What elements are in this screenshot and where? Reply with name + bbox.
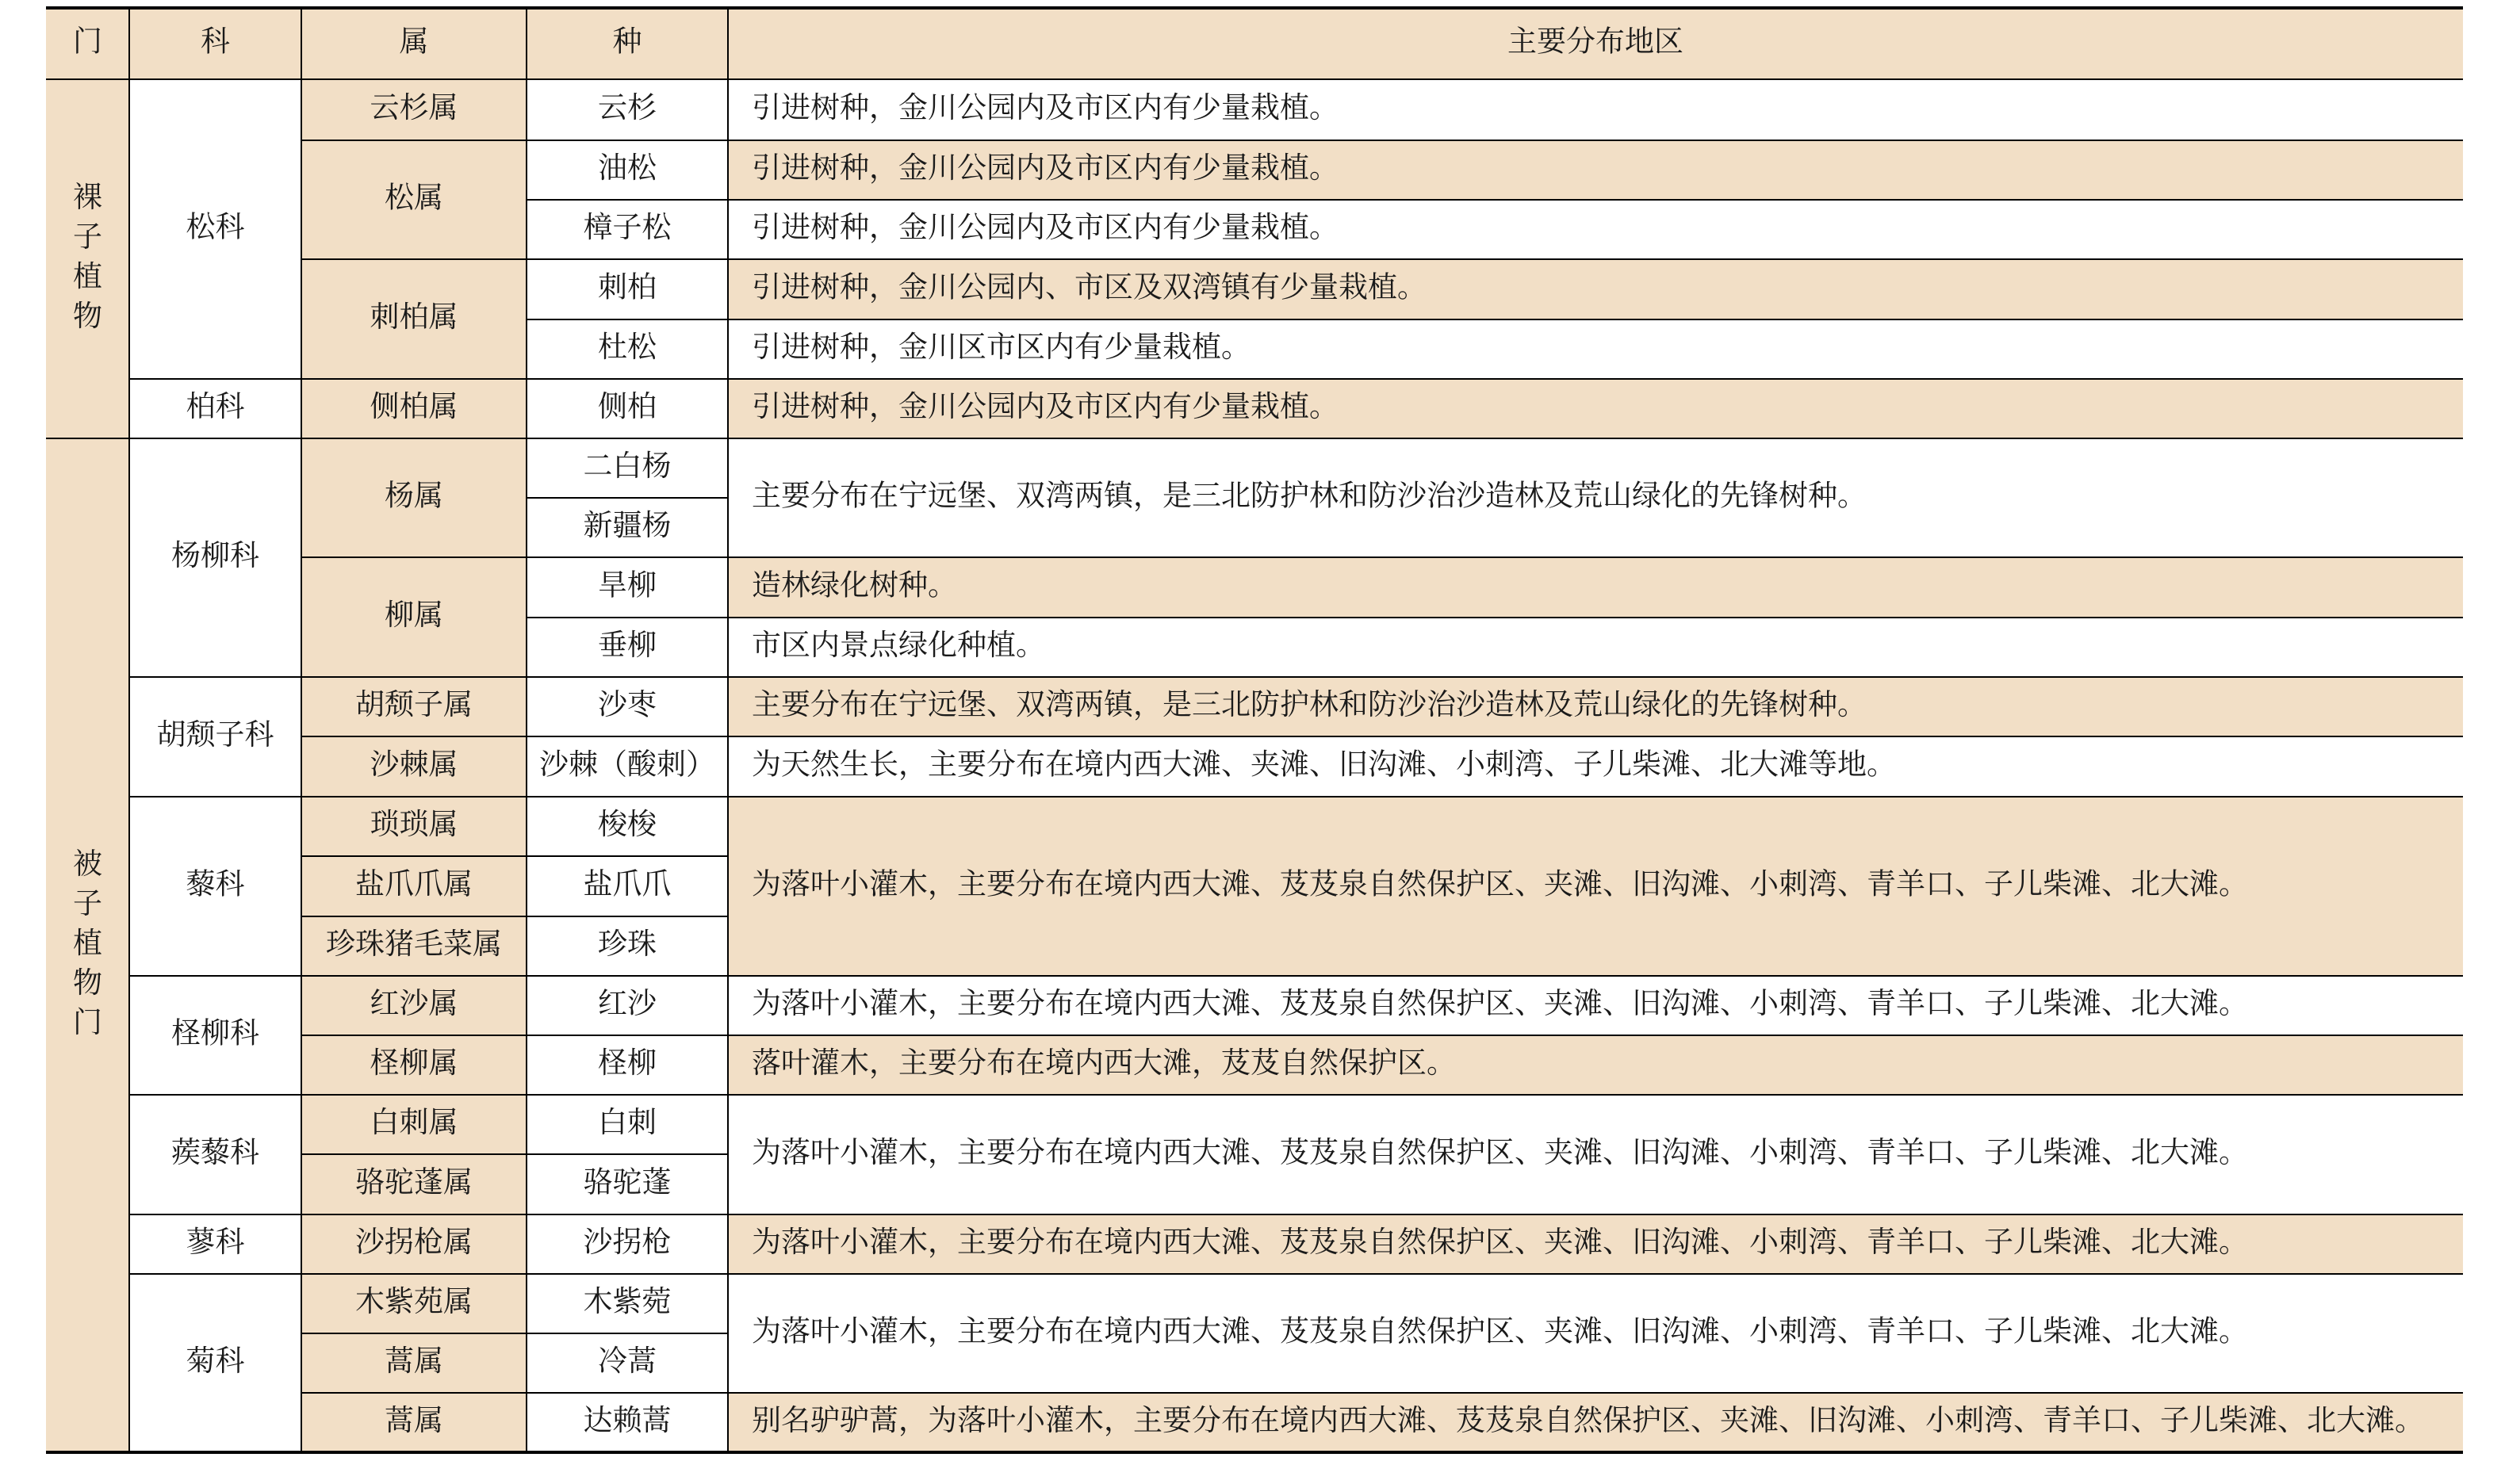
genus-cell: 白刺属 bbox=[370, 1105, 458, 1139]
species-cell: 垂柳 bbox=[598, 628, 657, 662]
genus-cell: 骆驼蓬属 bbox=[355, 1165, 473, 1199]
genus-cell: 珍珠猪毛菜属 bbox=[326, 927, 502, 961]
genus-cell: 杨属 bbox=[385, 478, 443, 513]
species-cell: 沙拐枪 bbox=[583, 1225, 672, 1259]
distribution-cell: 引进树种，金川公园内及市区内有少量栽植。 bbox=[752, 151, 1339, 185]
family-cell: 柽柳科 bbox=[171, 1015, 259, 1050]
distribution-cell: 为天然生长，主要分布在境内西大滩、夹滩、旧沟滩、小刺湾、子儿柴滩、北大滩等地。 bbox=[752, 747, 1896, 782]
header-species: 种 bbox=[612, 24, 642, 59]
header-distribution: 主要分布地区 bbox=[1507, 24, 1683, 59]
family-cell: 柏科 bbox=[186, 389, 245, 423]
header-phylum: 门 bbox=[73, 24, 102, 59]
species-cell: 达赖蒿 bbox=[583, 1403, 672, 1437]
species-cell: 樟子松 bbox=[583, 210, 672, 244]
species-cell: 白刺 bbox=[598, 1105, 657, 1139]
species-cell: 骆驼蓬 bbox=[583, 1165, 672, 1199]
genus-cell: 刺柏属 bbox=[370, 300, 458, 334]
genus-cell: 琐琐属 bbox=[370, 807, 458, 841]
genus-cell: 红沙属 bbox=[370, 986, 458, 1020]
species-cell: 梭梭 bbox=[598, 807, 657, 841]
family-cell: 松科 bbox=[186, 209, 245, 244]
genus-cell: 蒿属 bbox=[385, 1403, 443, 1437]
genus-cell: 柽柳属 bbox=[370, 1046, 458, 1080]
header-family: 科 bbox=[201, 24, 230, 59]
family-cell: 藜科 bbox=[186, 866, 245, 901]
distribution-cell: 市区内景点绿化种植。 bbox=[752, 628, 1045, 662]
genus-cell: 沙拐枪属 bbox=[355, 1225, 473, 1259]
distribution-cell-bg bbox=[728, 557, 2463, 618]
species-cell: 珍珠 bbox=[598, 927, 657, 961]
distribution-cell: 为落叶小灌木，主要分布在境内西大滩、芨芨泉自然保护区、夹滩、旧沟滩、小刺湾、青羊口、子儿柴滩、北大滩。 bbox=[752, 1314, 2248, 1348]
species-cell: 二白杨 bbox=[583, 449, 672, 483]
distribution-cell: 为落叶小灌木，主要分布在境内西大滩、芨芨泉自然保护区、夹滩、旧沟滩、小刺湾、青羊口、子儿柴滩、北大滩。 bbox=[752, 986, 2248, 1020]
genus-cell: 沙棘属 bbox=[370, 747, 458, 782]
family-cell: 蒺藜科 bbox=[171, 1135, 259, 1169]
species-cell: 云杉 bbox=[598, 90, 657, 124]
distribution-cell: 主要分布在宁远堡、双湾两镇，是三北防护林和防沙治沙造林及荒山绿化的先锋树种。 bbox=[752, 478, 1867, 513]
species-cell: 冷蒿 bbox=[598, 1344, 657, 1378]
distribution-cell: 为落叶小灌木，主要分布在境内西大滩、芨芨泉自然保护区、夹滩、旧沟滩、小刺湾、青羊口、子儿柴滩、北大滩。 bbox=[752, 1225, 2248, 1259]
genus-cell: 云杉属 bbox=[370, 90, 458, 124]
family-cell: 菊科 bbox=[186, 1344, 245, 1378]
distribution-cell: 别名驴驴蒿，为落叶小灌木，主要分布在境内西大滩、芨芨泉自然保护区、夹滩、旧沟滩、小刺湾、青羊口、子儿柴滩、北大滩。 bbox=[752, 1403, 2424, 1437]
phylum-cell: 裸子植物 bbox=[73, 180, 102, 333]
genus-cell: 柳属 bbox=[385, 598, 443, 632]
header-genus: 属 bbox=[399, 24, 429, 59]
distribution-cell: 引进树种，金川公园内及市区内有少量栽植。 bbox=[752, 210, 1339, 244]
species-cell: 沙枣 bbox=[598, 687, 657, 721]
genus-cell: 胡颓子属 bbox=[355, 687, 473, 721]
species-cell: 沙棘（酸刺） bbox=[539, 747, 715, 782]
species-cell: 红沙 bbox=[598, 986, 657, 1020]
distribution-cell: 主要分布在宁远堡、双湾两镇，是三北防护林和防沙治沙造林及荒山绿化的先锋树种。 bbox=[752, 687, 1867, 721]
species-cell: 侧柏 bbox=[598, 389, 657, 423]
family-cell: 蓼科 bbox=[186, 1225, 245, 1259]
genus-cell: 木紫苑属 bbox=[355, 1284, 473, 1318]
species-cell: 盐爪爪 bbox=[583, 866, 672, 901]
distribution-cell: 引进树种，金川区市区内有少量栽植。 bbox=[752, 330, 1251, 364]
distribution-cell: 造林绿化树种。 bbox=[752, 568, 957, 602]
distribution-cell: 为落叶小灌木，主要分布在境内西大滩、芨芨泉自然保护区、夹滩、旧沟滩、小刺湾、青羊口、子儿柴滩、北大滩。 bbox=[752, 866, 2248, 901]
distribution-cell: 引进树种，金川公园内及市区内有少量栽植。 bbox=[752, 389, 1339, 423]
distribution-cell: 引进树种，金川公园内、市区及双湾镇有少量栽植。 bbox=[752, 270, 1427, 304]
species-cell: 刺柏 bbox=[598, 270, 657, 304]
genus-cell: 蒿属 bbox=[385, 1344, 443, 1378]
species-cell: 油松 bbox=[598, 151, 657, 185]
genus-cell: 盐爪爪属 bbox=[355, 866, 473, 901]
species-cell: 新疆杨 bbox=[583, 508, 672, 542]
family-cell: 杨柳科 bbox=[171, 538, 259, 572]
species-cell: 杜松 bbox=[598, 330, 657, 364]
distribution-cell: 引进树种，金川公园内及市区内有少量栽植。 bbox=[752, 90, 1339, 124]
genus-cell: 松属 bbox=[385, 180, 443, 215]
genus-cell: 侧柏属 bbox=[370, 389, 458, 423]
distribution-cell: 落叶灌木，主要分布在境内西大滩，芨芨自然保护区。 bbox=[752, 1046, 1456, 1080]
species-cell: 旱柳 bbox=[598, 568, 657, 602]
family-cell: 胡颓子科 bbox=[156, 717, 274, 752]
phylum-cell: 被子植物门 bbox=[73, 847, 102, 1039]
species-cell: 木紫菀 bbox=[583, 1284, 672, 1318]
distribution-cell: 为落叶小灌木，主要分布在境内西大滩、芨芨泉自然保护区、夹滩、旧沟滩、小刺湾、青羊口、子儿柴滩、北大滩。 bbox=[752, 1135, 2248, 1169]
species-cell: 柽柳 bbox=[598, 1046, 657, 1080]
